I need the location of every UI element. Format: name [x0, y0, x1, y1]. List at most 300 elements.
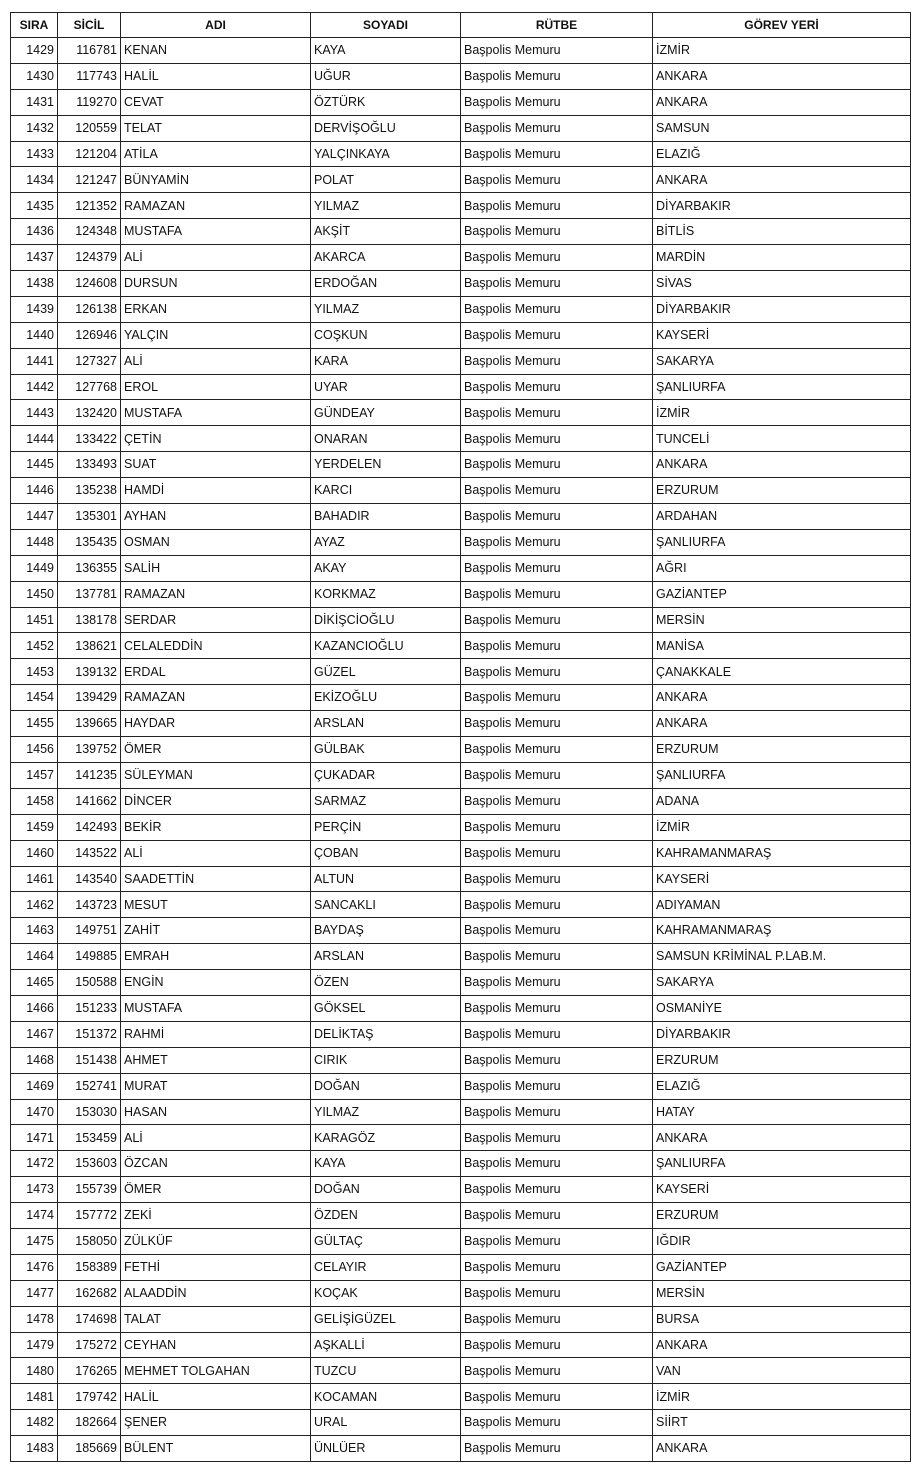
cell-rutbe: Başpolis Memuru — [461, 659, 653, 685]
cell-sicil: 124608 — [58, 271, 121, 297]
cell-soyadi: KORKMAZ — [311, 581, 461, 607]
cell-soyadi: DELİKTAŞ — [311, 1021, 461, 1047]
cell-soyadi: UĞUR — [311, 63, 461, 89]
cell-sicil: 139752 — [58, 737, 121, 763]
cell-adi: ALİ — [121, 1125, 311, 1151]
cell-rutbe: Başpolis Memuru — [461, 504, 653, 530]
cell-rutbe: Başpolis Memuru — [461, 426, 653, 452]
table-header-row — [11, 13, 911, 38]
cell-soyadi: KAYA — [311, 38, 461, 64]
cell-soyadi: KAZANCIOĞLU — [311, 633, 461, 659]
cell-sira: 1451 — [11, 607, 58, 633]
cell-soyadi: ÇUKADAR — [311, 762, 461, 788]
cell-gorev-yeri: KAYSERİ — [653, 322, 911, 348]
cell-sicil: 153603 — [58, 1151, 121, 1177]
cell-adi: HALİL — [121, 1384, 311, 1410]
cell-adi: ATİLA — [121, 141, 311, 167]
cell-sira: 1483 — [11, 1436, 58, 1462]
cell-rutbe: Başpolis Memuru — [461, 89, 653, 115]
cell-rutbe: Başpolis Memuru — [461, 1047, 653, 1073]
cell-rutbe: Başpolis Memuru — [461, 711, 653, 737]
table-row — [11, 1151, 911, 1177]
table-row — [11, 1203, 911, 1229]
cell-soyadi: YILMAZ — [311, 1099, 461, 1125]
cell-rutbe: Başpolis Memuru — [461, 1073, 653, 1099]
cell-gorev-yeri: HATAY — [653, 1099, 911, 1125]
cell-sicil: 126946 — [58, 322, 121, 348]
cell-rutbe: Başpolis Memuru — [461, 1384, 653, 1410]
personnel-list-page — [10, 12, 910, 1462]
cell-gorev-yeri: İZMİR — [653, 1384, 911, 1410]
table-row — [11, 1358, 911, 1384]
cell-adi: ALİ — [121, 348, 311, 374]
cell-adi: OSMAN — [121, 529, 311, 555]
cell-sira: 1474 — [11, 1203, 58, 1229]
column-header-sira: SIRA — [11, 13, 58, 38]
cell-sira: 1435 — [11, 193, 58, 219]
cell-adi: TELAT — [121, 115, 311, 141]
cell-adi: ERDAL — [121, 659, 311, 685]
table-row — [11, 762, 911, 788]
cell-gorev-yeri: ŞANLIURFA — [653, 374, 911, 400]
cell-adi: MUSTAFA — [121, 219, 311, 245]
cell-soyadi: YILMAZ — [311, 296, 461, 322]
table-row — [11, 1254, 911, 1280]
cell-sira: 1456 — [11, 737, 58, 763]
cell-soyadi: SANCAKLI — [311, 892, 461, 918]
cell-sicil: 149885 — [58, 944, 121, 970]
table-row — [11, 1125, 911, 1151]
personnel-table — [10, 12, 911, 1462]
cell-gorev-yeri: ADANA — [653, 788, 911, 814]
cell-gorev-yeri: SAMSUN KRİMİNAL P.LAB.M. — [653, 944, 911, 970]
table-row — [11, 711, 911, 737]
cell-rutbe: Başpolis Memuru — [461, 141, 653, 167]
table-row — [11, 555, 911, 581]
cell-sicil: 139665 — [58, 711, 121, 737]
cell-rutbe: Başpolis Memuru — [461, 1125, 653, 1151]
cell-adi: ZAHİT — [121, 918, 311, 944]
cell-sicil: 151233 — [58, 995, 121, 1021]
cell-adi: ZEKİ — [121, 1203, 311, 1229]
column-header-rutbe: RÜTBE — [461, 13, 653, 38]
cell-rutbe: Başpolis Memuru — [461, 245, 653, 271]
cell-sicil: 174698 — [58, 1306, 121, 1332]
cell-rutbe: Başpolis Memuru — [461, 788, 653, 814]
cell-sira: 1443 — [11, 400, 58, 426]
cell-gorev-yeri: DİYARBAKIR — [653, 1021, 911, 1047]
cell-soyadi: DOĞAN — [311, 1073, 461, 1099]
cell-rutbe: Başpolis Memuru — [461, 478, 653, 504]
cell-sicil: 139429 — [58, 685, 121, 711]
cell-sira: 1457 — [11, 762, 58, 788]
cell-adi: RAHMİ — [121, 1021, 311, 1047]
cell-sicil: 179742 — [58, 1384, 121, 1410]
table-row — [11, 659, 911, 685]
table-row — [11, 788, 911, 814]
cell-gorev-yeri: ŞANLIURFA — [653, 1151, 911, 1177]
cell-rutbe: Başpolis Memuru — [461, 167, 653, 193]
cell-soyadi: BAYDAŞ — [311, 918, 461, 944]
table-row — [11, 167, 911, 193]
cell-soyadi: GÖKSEL — [311, 995, 461, 1021]
cell-sicil: 175272 — [58, 1332, 121, 1358]
cell-gorev-yeri: İZMİR — [653, 400, 911, 426]
cell-sira: 1464 — [11, 944, 58, 970]
cell-sira: 1437 — [11, 245, 58, 271]
cell-sira: 1470 — [11, 1099, 58, 1125]
cell-sira: 1478 — [11, 1306, 58, 1332]
cell-gorev-yeri: ANKARA — [653, 89, 911, 115]
cell-adi: DİNCER — [121, 788, 311, 814]
cell-rutbe: Başpolis Memuru — [461, 452, 653, 478]
cell-adi: ÖZCAN — [121, 1151, 311, 1177]
cell-gorev-yeri: DİYARBAKIR — [653, 296, 911, 322]
cell-rutbe: Başpolis Memuru — [461, 892, 653, 918]
cell-gorev-yeri: ERZURUM — [653, 737, 911, 763]
cell-adi: MUSTAFA — [121, 400, 311, 426]
cell-sira: 1455 — [11, 711, 58, 737]
cell-rutbe: Başpolis Memuru — [461, 995, 653, 1021]
cell-sira: 1432 — [11, 115, 58, 141]
table-row — [11, 89, 911, 115]
cell-gorev-yeri: VAN — [653, 1358, 911, 1384]
cell-gorev-yeri: MARDİN — [653, 245, 911, 271]
column-header-sicil: SİCİL — [58, 13, 121, 38]
table-row — [11, 529, 911, 555]
cell-rutbe: Başpolis Memuru — [461, 1306, 653, 1332]
cell-gorev-yeri: ELAZIĞ — [653, 1073, 911, 1099]
cell-sicil: 133422 — [58, 426, 121, 452]
cell-soyadi: AŞKALLİ — [311, 1332, 461, 1358]
cell-sicil: 149751 — [58, 918, 121, 944]
cell-gorev-yeri: GAZİANTEP — [653, 1254, 911, 1280]
table-row — [11, 452, 911, 478]
cell-sira: 1448 — [11, 529, 58, 555]
cell-sicil: 152741 — [58, 1073, 121, 1099]
cell-adi: SUAT — [121, 452, 311, 478]
cell-soyadi: YERDELEN — [311, 452, 461, 478]
column-header-gorev-yeri: GÖREV YERİ — [653, 13, 911, 38]
table-row — [11, 1073, 911, 1099]
cell-rutbe: Başpolis Memuru — [461, 38, 653, 64]
cell-sicil: 151372 — [58, 1021, 121, 1047]
cell-sira: 1468 — [11, 1047, 58, 1073]
cell-soyadi: KARCI — [311, 478, 461, 504]
cell-rutbe: Başpolis Memuru — [461, 1410, 653, 1436]
cell-soyadi: AKARCA — [311, 245, 461, 271]
cell-sicil: 121352 — [58, 193, 121, 219]
cell-gorev-yeri: MERSİN — [653, 607, 911, 633]
cell-rutbe: Başpolis Memuru — [461, 322, 653, 348]
cell-adi: TALAT — [121, 1306, 311, 1332]
cell-gorev-yeri: ANKARA — [653, 452, 911, 478]
cell-gorev-yeri: BİTLİS — [653, 219, 911, 245]
cell-gorev-yeri: TUNCELİ — [653, 426, 911, 452]
cell-soyadi: ALTUN — [311, 866, 461, 892]
table-row — [11, 374, 911, 400]
cell-rutbe: Başpolis Memuru — [461, 400, 653, 426]
cell-sira: 1439 — [11, 296, 58, 322]
table-row — [11, 814, 911, 840]
table-row — [11, 1332, 911, 1358]
cell-sira: 1438 — [11, 271, 58, 297]
cell-rutbe: Başpolis Memuru — [461, 918, 653, 944]
cell-sira: 1442 — [11, 374, 58, 400]
cell-sicil: 120559 — [58, 115, 121, 141]
cell-sicil: 135301 — [58, 504, 121, 530]
cell-soyadi: AKŞİT — [311, 219, 461, 245]
cell-rutbe: Başpolis Memuru — [461, 970, 653, 996]
cell-soyadi: ÜNLÜER — [311, 1436, 461, 1462]
column-header-soyadi: SOYADI — [311, 13, 461, 38]
cell-gorev-yeri: ANKARA — [653, 1332, 911, 1358]
cell-sira: 1434 — [11, 167, 58, 193]
table-row — [11, 1177, 911, 1203]
table-row — [11, 1228, 911, 1254]
cell-adi: BÜNYAMİN — [121, 167, 311, 193]
cell-soyadi: KOÇAK — [311, 1280, 461, 1306]
cell-gorev-yeri: İZMİR — [653, 814, 911, 840]
table-row — [11, 271, 911, 297]
cell-rutbe: Başpolis Memuru — [461, 374, 653, 400]
cell-sira: 1433 — [11, 141, 58, 167]
table-row — [11, 737, 911, 763]
table-row — [11, 426, 911, 452]
cell-soyadi: ARSLAN — [311, 711, 461, 737]
table-row — [11, 296, 911, 322]
cell-soyadi: KOCAMAN — [311, 1384, 461, 1410]
cell-soyadi: GELİŞİGÜZEL — [311, 1306, 461, 1332]
cell-soyadi: SARMAZ — [311, 788, 461, 814]
cell-soyadi: GÜZEL — [311, 659, 461, 685]
cell-rutbe: Başpolis Memuru — [461, 737, 653, 763]
cell-sicil: 176265 — [58, 1358, 121, 1384]
cell-rutbe: Başpolis Memuru — [461, 348, 653, 374]
cell-soyadi: DERVİŞOĞLU — [311, 115, 461, 141]
cell-sira: 1453 — [11, 659, 58, 685]
cell-sira: 1469 — [11, 1073, 58, 1099]
cell-soyadi: GÜNDEAY — [311, 400, 461, 426]
cell-gorev-yeri: SAMSUN — [653, 115, 911, 141]
table-row — [11, 1099, 911, 1125]
cell-sira: 1466 — [11, 995, 58, 1021]
cell-sicil: 127768 — [58, 374, 121, 400]
cell-sicil: 150588 — [58, 970, 121, 996]
cell-rutbe: Başpolis Memuru — [461, 633, 653, 659]
cell-sicil: 124348 — [58, 219, 121, 245]
column-header-adi: ADI — [121, 13, 311, 38]
cell-soyadi: GÜLBAK — [311, 737, 461, 763]
cell-gorev-yeri: SAKARYA — [653, 970, 911, 996]
table-row — [11, 840, 911, 866]
cell-adi: FETHİ — [121, 1254, 311, 1280]
cell-sicil: 121247 — [58, 167, 121, 193]
cell-soyadi: TUZCU — [311, 1358, 461, 1384]
cell-sicil: 158389 — [58, 1254, 121, 1280]
cell-rutbe: Başpolis Memuru — [461, 1436, 653, 1462]
cell-adi: SÜLEYMAN — [121, 762, 311, 788]
table-row — [11, 322, 911, 348]
table-row — [11, 63, 911, 89]
cell-adi: HALİL — [121, 63, 311, 89]
cell-adi: MURAT — [121, 1073, 311, 1099]
cell-gorev-yeri: ÇANAKKALE — [653, 659, 911, 685]
cell-sicil: 157772 — [58, 1203, 121, 1229]
cell-rutbe: Başpolis Memuru — [461, 840, 653, 866]
cell-adi: ALAADDİN — [121, 1280, 311, 1306]
cell-adi: MESUT — [121, 892, 311, 918]
cell-sicil: 141235 — [58, 762, 121, 788]
cell-sicil: 143522 — [58, 840, 121, 866]
cell-rutbe: Başpolis Memuru — [461, 529, 653, 555]
cell-gorev-yeri: KAHRAMANMARAŞ — [653, 840, 911, 866]
cell-adi: HAYDAR — [121, 711, 311, 737]
cell-soyadi: YILMAZ — [311, 193, 461, 219]
cell-rutbe: Başpolis Memuru — [461, 555, 653, 581]
cell-adi: ERKAN — [121, 296, 311, 322]
cell-adi: EROL — [121, 374, 311, 400]
cell-gorev-yeri: OSMANİYE — [653, 995, 911, 1021]
cell-rutbe: Başpolis Memuru — [461, 1254, 653, 1280]
cell-sira: 1475 — [11, 1228, 58, 1254]
cell-adi: YALÇIN — [121, 322, 311, 348]
cell-gorev-yeri: SİİRT — [653, 1410, 911, 1436]
cell-rutbe: Başpolis Memuru — [461, 1177, 653, 1203]
table-row — [11, 38, 911, 64]
table-row — [11, 581, 911, 607]
cell-adi: MUSTAFA — [121, 995, 311, 1021]
cell-gorev-yeri: ARDAHAN — [653, 504, 911, 530]
cell-sira: 1476 — [11, 1254, 58, 1280]
table-row — [11, 970, 911, 996]
cell-rutbe: Başpolis Memuru — [461, 219, 653, 245]
cell-sira: 1446 — [11, 478, 58, 504]
cell-sira: 1440 — [11, 322, 58, 348]
cell-soyadi: ÖZTÜRK — [311, 89, 461, 115]
cell-adi: ŞENER — [121, 1410, 311, 1436]
cell-sicil: 182664 — [58, 1410, 121, 1436]
cell-sira: 1472 — [11, 1151, 58, 1177]
cell-adi: RAMAZAN — [121, 581, 311, 607]
cell-soyadi: URAL — [311, 1410, 461, 1436]
cell-soyadi: AYAZ — [311, 529, 461, 555]
cell-sira: 1449 — [11, 555, 58, 581]
cell-gorev-yeri: ANKARA — [653, 167, 911, 193]
cell-soyadi: KARA — [311, 348, 461, 374]
cell-sicil: 151438 — [58, 1047, 121, 1073]
cell-soyadi: AKAY — [311, 555, 461, 581]
cell-rutbe: Başpolis Memuru — [461, 1280, 653, 1306]
cell-rutbe: Başpolis Memuru — [461, 814, 653, 840]
table-row — [11, 348, 911, 374]
table-row — [11, 607, 911, 633]
cell-soyadi: CELAYIR — [311, 1254, 461, 1280]
table-row — [11, 1021, 911, 1047]
cell-sicil: 155739 — [58, 1177, 121, 1203]
cell-sira: 1445 — [11, 452, 58, 478]
cell-gorev-yeri: MERSİN — [653, 1280, 911, 1306]
cell-gorev-yeri: GAZİANTEP — [653, 581, 911, 607]
cell-sira: 1458 — [11, 788, 58, 814]
cell-rutbe: Başpolis Memuru — [461, 1151, 653, 1177]
cell-sira: 1461 — [11, 866, 58, 892]
cell-soyadi: ÖZDEN — [311, 1203, 461, 1229]
cell-adi: SALİH — [121, 555, 311, 581]
cell-soyadi: ÇOBAN — [311, 840, 461, 866]
cell-sira: 1463 — [11, 918, 58, 944]
cell-gorev-yeri: SAKARYA — [653, 348, 911, 374]
cell-sira: 1465 — [11, 970, 58, 996]
cell-adi: CEYHAN — [121, 1332, 311, 1358]
table-row — [11, 115, 911, 141]
cell-sicil: 137781 — [58, 581, 121, 607]
cell-rutbe: Başpolis Memuru — [461, 1332, 653, 1358]
cell-sicil: 117743 — [58, 63, 121, 89]
table-row — [11, 1436, 911, 1462]
cell-sira: 1430 — [11, 63, 58, 89]
cell-sicil: 119270 — [58, 89, 121, 115]
cell-soyadi: YALÇINKAYA — [311, 141, 461, 167]
table-row — [11, 478, 911, 504]
table-row — [11, 1280, 911, 1306]
cell-gorev-yeri: ANKARA — [653, 1125, 911, 1151]
table-row — [11, 245, 911, 271]
cell-rutbe: Başpolis Memuru — [461, 581, 653, 607]
cell-adi: CEVAT — [121, 89, 311, 115]
cell-adi: HAMDİ — [121, 478, 311, 504]
cell-adi: HASAN — [121, 1099, 311, 1125]
cell-adi: ALİ — [121, 245, 311, 271]
cell-sicil: 127327 — [58, 348, 121, 374]
cell-sira: 1462 — [11, 892, 58, 918]
cell-sira: 1460 — [11, 840, 58, 866]
cell-sira: 1480 — [11, 1358, 58, 1384]
cell-rutbe: Başpolis Memuru — [461, 271, 653, 297]
cell-soyadi: ÖZEN — [311, 970, 461, 996]
cell-adi: ENGİN — [121, 970, 311, 996]
table-row — [11, 1306, 911, 1332]
cell-sira: 1481 — [11, 1384, 58, 1410]
cell-gorev-yeri: ERZURUM — [653, 1047, 911, 1073]
cell-soyadi: ERDOĞAN — [311, 271, 461, 297]
cell-rutbe: Başpolis Memuru — [461, 1228, 653, 1254]
cell-gorev-yeri: ANKARA — [653, 711, 911, 737]
cell-sira: 1431 — [11, 89, 58, 115]
cell-adi: SAADETTİN — [121, 866, 311, 892]
cell-sicil: 138621 — [58, 633, 121, 659]
cell-rutbe: Başpolis Memuru — [461, 866, 653, 892]
cell-sicil: 153030 — [58, 1099, 121, 1125]
cell-sicil: 158050 — [58, 1228, 121, 1254]
cell-soyadi: BAHADIR — [311, 504, 461, 530]
cell-soyadi: DİKİŞCİOĞLU — [311, 607, 461, 633]
cell-adi: BEKİR — [121, 814, 311, 840]
cell-adi: ÇETİN — [121, 426, 311, 452]
cell-sira: 1482 — [11, 1410, 58, 1436]
cell-soyadi: COŞKUN — [311, 322, 461, 348]
cell-adi: ZÜLKÜF — [121, 1228, 311, 1254]
cell-adi: ÖMER — [121, 1177, 311, 1203]
cell-gorev-yeri: KAYSERİ — [653, 866, 911, 892]
cell-sicil: 135238 — [58, 478, 121, 504]
cell-adi: KENAN — [121, 38, 311, 64]
cell-adi: AHMET — [121, 1047, 311, 1073]
cell-sicil: 185669 — [58, 1436, 121, 1462]
cell-sicil: 116781 — [58, 38, 121, 64]
cell-sira: 1477 — [11, 1280, 58, 1306]
cell-sira: 1459 — [11, 814, 58, 840]
